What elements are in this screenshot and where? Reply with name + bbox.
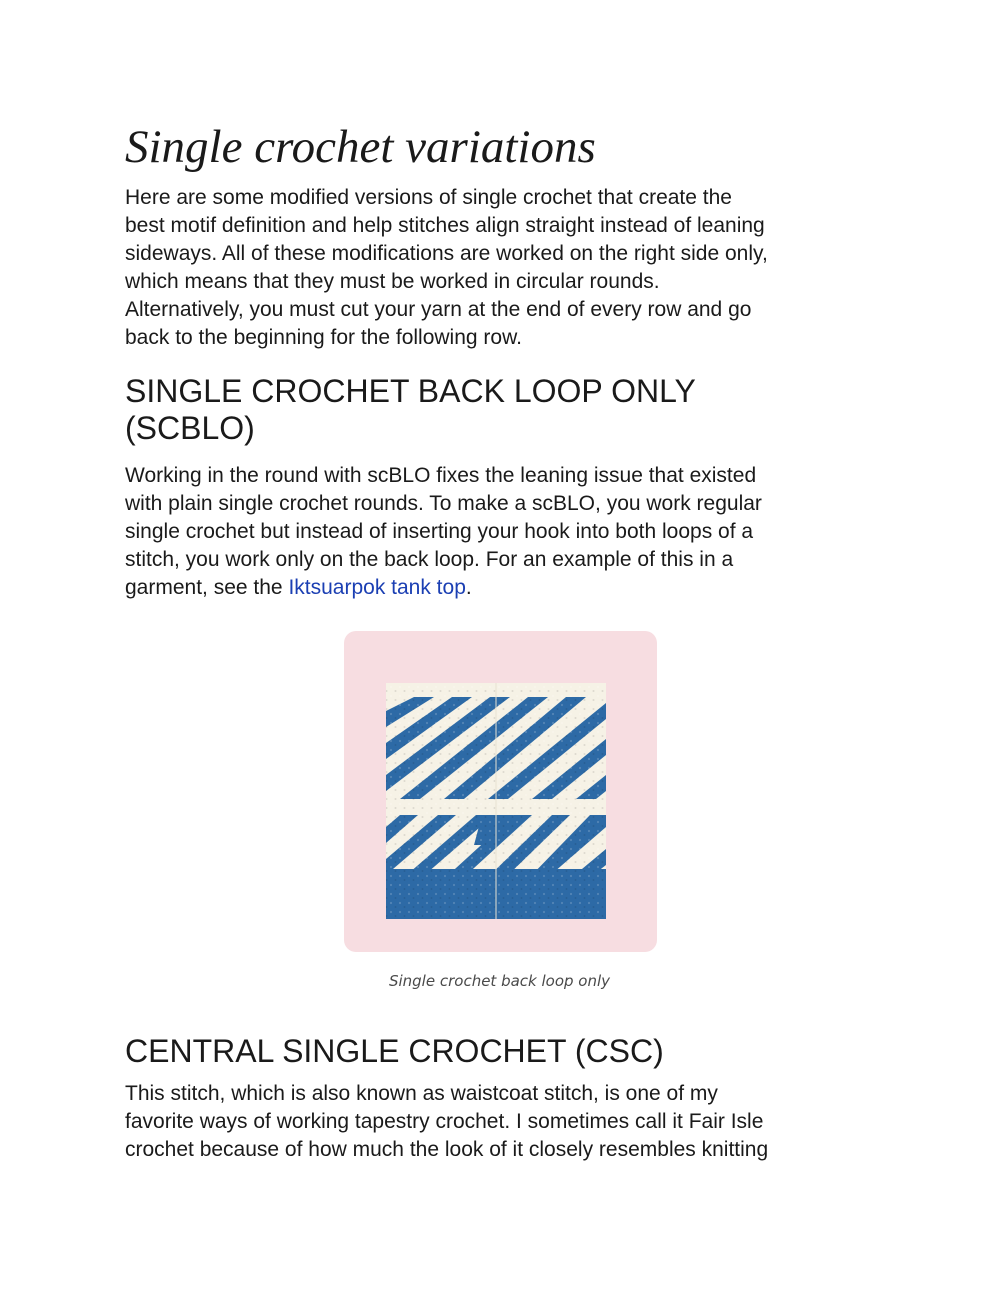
section-heading-scblo (125, 373, 696, 447)
intro-line: Alternatively, you must cut your yarn at the end of every row and go (125, 298, 752, 321)
heading-line: CENTRAL SINGLE CROCHET (CSC) (125, 1033, 664, 1069)
scblo-line: stitch, you work only on the back loop. For an example of this in a (125, 548, 734, 571)
csc-paragraph (125, 1080, 895, 1164)
scblo-line: single crochet but instead of inserting your hook into both loops of a (125, 520, 754, 543)
iktsuarpok-tank-top-link[interactable]: Iktsuarpok tank top (288, 576, 466, 599)
scblo-line-last (125, 574, 895, 602)
scblo-line: with plain single crochet rounds. To make a scBLO, you work regular (125, 492, 762, 515)
scblo-line: Working in the round with scBLO fixes the leaning issue that existed (125, 464, 757, 487)
heading-line: SINGLE CROCHET BACK LOOP ONLY (125, 373, 696, 409)
scblo-line-suffix: . (465, 576, 472, 599)
intro-line: sideways. All of these modifications are worked on the right side only, (125, 242, 768, 265)
crochet-swatch (386, 683, 606, 919)
intro-line: back to the beginning for the following row. (125, 326, 522, 349)
scblo-paragraph (125, 462, 895, 602)
page-title: Single crochet variations (125, 121, 596, 173)
section-heading-csc (125, 1033, 664, 1070)
heading-line: (SCBLO) (125, 410, 255, 446)
figure-caption: Single crochet back loop only (388, 972, 611, 990)
csc-line: crochet because of how much the look of it closely resembles knitting (125, 1138, 769, 1161)
csc-line: favorite ways of working tapestry crochet. I sometimes call it Fair Isle (125, 1110, 764, 1133)
intro-line: which means that they must be worked in circular rounds. (125, 270, 660, 293)
swatch-photo (344, 631, 657, 952)
csc-line: This stitch, which is also known as waistcoat stitch, is one of my (125, 1082, 718, 1105)
intro-line: Here are some modified versions of single crochet that create the (125, 186, 732, 209)
intro-paragraph (125, 184, 895, 352)
scblo-line-prefix: garment, see the (125, 576, 289, 599)
intro-line: best motif definition and help stitches align straight instead of leaning (125, 214, 765, 237)
